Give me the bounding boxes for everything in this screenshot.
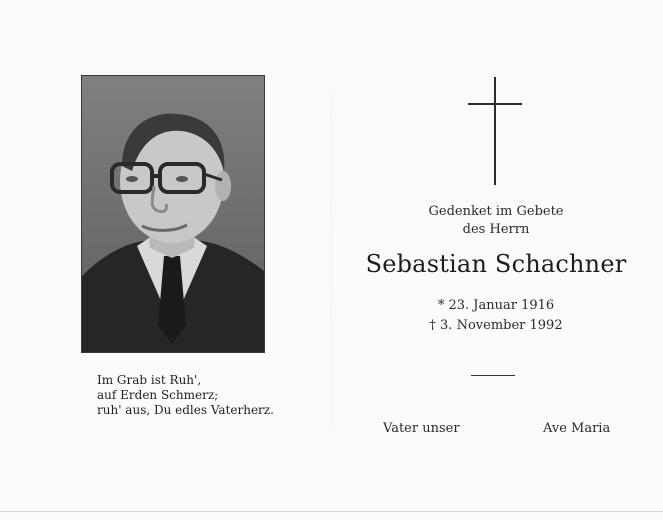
death-date: † 3. November 1992 [429,318,563,333]
prayer-ave-maria: Ave Maria [543,421,611,436]
verse-line-1: Im Grab ist Ruh', [97,373,202,387]
deceased-name: Sebastian Schachner [365,250,627,278]
card-fold [331,0,332,520]
verse-block [97,373,274,418]
bottom-edge [0,511,663,512]
prayer-vater-unser: Vater unser [383,421,460,436]
birth-date: * 23. Januar 1916 [437,298,555,313]
portrait-illustration [82,76,264,352]
cross-icon [468,77,522,185]
verse-line-3: ruh' aus, Du edles Vaterherz. [97,403,274,417]
divider [471,375,515,376]
verse-line-2: auf Erden Schmerz; [97,388,219,402]
memorial-line-2: des Herrn [462,222,530,237]
portrait-photo [81,75,265,353]
memorial-line-1: Gedenket im Gebete [428,204,564,219]
